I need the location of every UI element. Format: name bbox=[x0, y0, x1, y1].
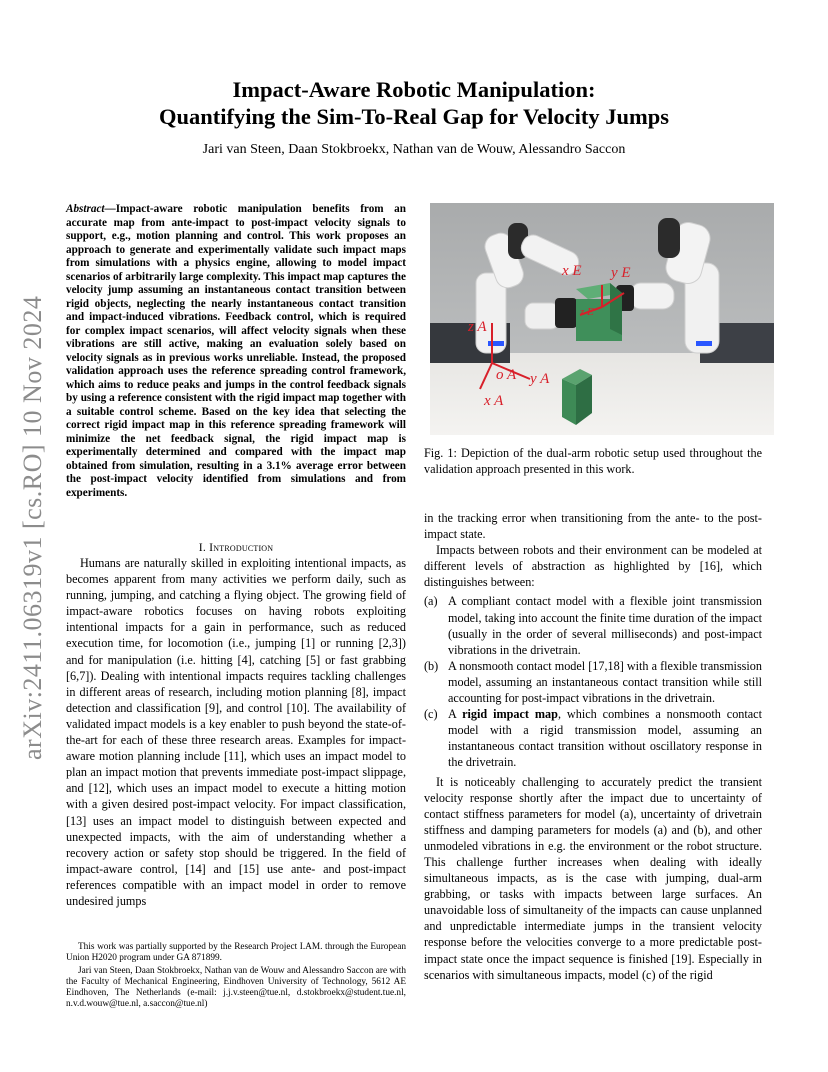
list-item-term: rigid impact map bbox=[462, 707, 558, 722]
list-item-rest: , which combines a nonsmooth contact model with a rigid transmission model, assuming an instantaneous contact transition without oscillatory response in the drivetrain. bbox=[448, 707, 762, 770]
abstract bbox=[66, 203, 406, 500]
section-heading-introduction bbox=[66, 540, 406, 555]
list-item bbox=[424, 658, 762, 706]
figure-robot-setup bbox=[430, 203, 774, 435]
challenge-paragraph: It is noticeably challenging to accurately predict the transient velocity response shortly after the impact due to uncertainty of contact stiffness parameters for model (a), uncertainty of drivetrain stiffness and damping parameters for models (a) and (b), and other unmodeled vibrations in e.g. the environment or the robot structure. This challenge further increases when dealing with ideally simultaneous impacts, as is the case with jumping, dual-arm grabbing, or tasks with impacts between large surfaces. An unavoidable loss of simultaneity of the impacts can cause unplanned and unpredictable intermediate jumps in the transient velocity response before the velocities converge to a more predictable post-impact state once the impact sequence is finished [19]. Especially in scenarios with simultaneous impacts, model (c) of the rigid bbox=[424, 774, 762, 982]
label-zE: z E bbox=[580, 306, 594, 318]
list-item-text: A nonsmooth contact model [17,18] with a flexible transmission model, assuming an instantaneous contact transition while still accounting for post-impact vibrations in the drivetrain. bbox=[448, 658, 762, 706]
footnote-affiliation: Jari van Steen, Daan Stokbroekx, Nathan van de Wouw and Alessandro Saccon are with the Faculty of Mechanical Engineering, Eindhoven University of Technology, 5612 AE Eindhoven, The Netherlands (e-mail: j.j.v.steen@tue.nl, d.stokbroekx@student.tue.nl, n.v.d.wouw@tue.nl, a.saccon@tue.nl) bbox=[66, 965, 406, 1010]
left-status-light bbox=[488, 341, 504, 346]
list-marker: (a) bbox=[424, 594, 438, 609]
list-marker: (b) bbox=[424, 658, 439, 673]
label-yE: y E bbox=[611, 265, 631, 281]
footnote-funding: This work was partially supported by the Research Project I.AM. through the European Union H2020 program under GA 871899. bbox=[66, 942, 406, 964]
list-item bbox=[424, 706, 762, 770]
impact-model-list bbox=[424, 593, 762, 770]
right-status-light bbox=[696, 341, 712, 346]
section-title: Introduction bbox=[209, 540, 274, 554]
introduction-right-column bbox=[424, 510, 762, 983]
introduction-paragraph: Humans are naturally skilled in exploiting intentional impacts, as becomes apparent from many activities we perform daily, such as running, jumping, and catching a flying object. The growing field of impact-aware robotics focuses on having robots exploiting intentional impacts for a gain in performance, such as reduced execution time, for locomotion (i.e., jumping [1] or running [2,3]) and for manipulation (i.e. hitting [4], catching [5] or fast grabbing [6,7]). Dealing with intentional impacts requires tackling challenges in different areas of research, including motion planning [8], impact detection and classification [9], and control [10]. The availability of validated impact models is a key enabler to push beyond the state-of-the-art for each of these three research areas. Examples for impact-aware motion planning include [11], which uses an impact model to plan an impact motion that prevents immediate post-impact slippage, and [12], which uses an impact model to execute a hitting motion with a given desired post-impact velocity. For impact classification, [13] uses an impact model to distinguish between expected and unexpected impacts, with the aim of understanding whether a recovery action or safety stop should be triggered. In the field of impact-aware control, [14] and [15] use ante- and post-impact references compatible with an impact model in order to remove undesired jumps bbox=[66, 556, 406, 908]
impact-levels-paragraph: Impacts between robots and their environment can be modeled at different levels of abstraction as highlighted by [16], which distinguishes between: bbox=[424, 543, 762, 590]
list-item-prefix: A bbox=[448, 707, 463, 722]
introduction-left-column bbox=[66, 555, 406, 909]
label-zA: z A bbox=[468, 319, 487, 335]
list-item bbox=[424, 593, 762, 657]
title-line-1: Impact-Aware Robotic Manipulation: bbox=[232, 77, 596, 102]
list-item-text: A compliant contact model with a flexible joint transmission model, taking into account the finite time duration of the impact (usually in the order of several milliseconds) and post-impact vibrations in the drivetrain. bbox=[448, 594, 762, 657]
table-surface bbox=[430, 353, 774, 435]
title-line-2: Quantifying the Sim-To-Real Gap for Velocity Jumps bbox=[158, 104, 670, 129]
section-number: I. bbox=[198, 540, 210, 554]
abstract-label: Abstract bbox=[66, 203, 105, 215]
paper-title bbox=[100, 76, 728, 130]
author-list: Jari van Steen, Daan Stokbroekx, Nathan van de Wouw, Alessandro Saccon bbox=[202, 142, 626, 157]
arxiv-identifier: arXiv:2411.06319v1 [cs.RO] 10 Nov 2024 bbox=[18, 295, 47, 760]
label-xA: x A bbox=[484, 393, 504, 409]
figure-caption: Fig. 1: Depiction of the dual-arm robotic setup used throughout the validation approach presented in this work. bbox=[424, 446, 762, 477]
list-item-text bbox=[448, 706, 762, 770]
abstract-text: —Impact-aware robotic manipulation benefits from an accurate map from ante-impact to post-impact velocity signals to support, e.g., motion planning and control. This work proposes an approach to generate and experimentally validate such impact maps from simulations with a physics engine, allowing to model impact scenarios of arbitrarily large complexity. This impact map captures the velocity jump assuming an instantaneous contact transition between rigid objects, neglecting the nearly instantaneous contact transition and impact-induced vibrations. Feedback control, which is required for complex impact scenarios, will affect velocity signals when these vibrations are still active, making an evaluation solely based on velocity signals as in previous works unreliable. Instead, the proposed validation approach uses the reference spreading control framework, which aims to reduce peaks and jumps in the control feedback signals by using a reference consistent with the rigid impact map together with a suitable control scheme. Based on the key idea that selecting the correct rigid impact map in this reference spreading framework will minimize the net feedback signal, the rigid impact map is experimentally determined and compared with the impact map obtained from simulation, resulting in a 3.1% average error between the post-impact velocity identified from simulations and from experiments. bbox=[66, 203, 406, 499]
continuation-paragraph: in the tracking error when transitioning from the ante- to the post-impact state. bbox=[424, 511, 762, 542]
label-xE: x E bbox=[562, 263, 582, 279]
label-oA: o A bbox=[496, 367, 517, 383]
footnote bbox=[66, 942, 406, 1011]
robot-setup-illustration bbox=[430, 203, 774, 435]
list-marker: (c) bbox=[424, 707, 438, 722]
label-yA: y A bbox=[530, 371, 550, 387]
